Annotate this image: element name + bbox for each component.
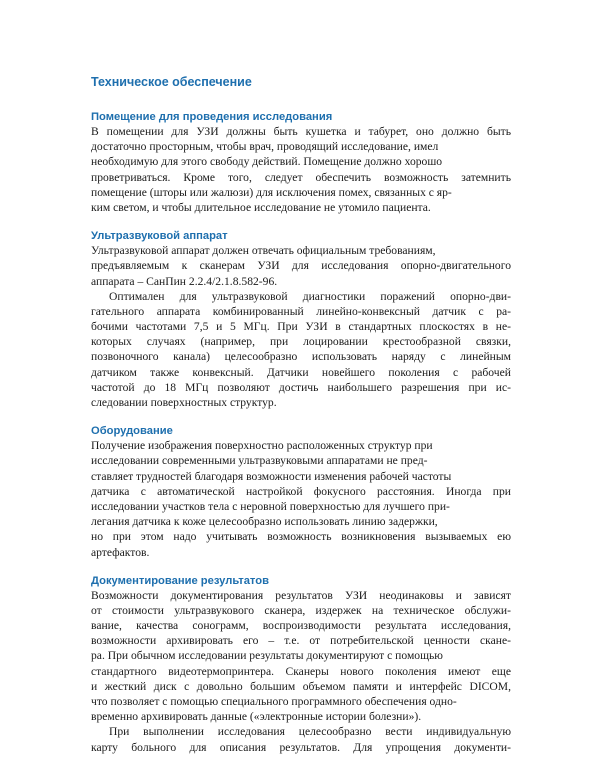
text-line: частотой до 18 МГц позволяют достичь наибольшего разрешения при ис- [91, 380, 511, 394]
section [91, 229, 511, 410]
text-line: следовании поверхностных структур. [91, 396, 277, 409]
section [91, 574, 511, 755]
text-line: гательного аппарата комбинированный линейно-конвексный датчик с ра- [91, 304, 511, 318]
text-line: достаточно просторным, чтобы врач, проводящий исследование, имел [91, 140, 439, 154]
text-line: Возможности документирования результатов УЗИ неодинаковы и зависят [91, 588, 511, 602]
text-line: возможности архивировать его – т.е. от потребительской ценности скане- [91, 634, 511, 648]
text-line: но при этом надо учитывать возможность возникновения вызываемых ею [91, 530, 511, 544]
section-heading: Ультразвуковой аппарат [91, 230, 228, 243]
text-line: позвоночного канала) целесообразно использовать наряду с линейным [91, 350, 511, 364]
page [91, 74, 511, 769]
text-line: ра. При обычном исследовании результаты документируют с помощью [91, 649, 443, 663]
text-line: исследовании современными ультразвуковыми аппаратами не пред- [91, 454, 428, 468]
text-line: вание, качества сонограмм, воспроизводимости результата исследования, [91, 619, 511, 633]
text-line: от стоимости ультразвукового сканера, издержек на техническое обслужи- [91, 603, 511, 617]
section-heading: Оборудование [91, 425, 173, 438]
section-heading: Документирование результатов [91, 574, 269, 587]
text-line: проветриваться. Кроме того, следует обеспечить возможность затемнить [91, 170, 511, 184]
text-line: что позволяет с помощью специального программного обеспечения одно- [91, 695, 457, 708]
text-line: артефактов. [91, 545, 150, 559]
text-line: аппарата – СанПин 2.2.4/2.1.8.582-96. [91, 274, 278, 288]
text-line: датчиком также конвексный. Датчики новейшего поколения с рабочей [91, 365, 511, 379]
text-line: При выполнении исследования целесообразно вести индивидуальную [109, 725, 511, 739]
text-line: стандартного видеотермопринтера. Сканеры нового поколения имеют еще [91, 664, 511, 678]
text-line: исследовании участков тела с неровной поверхностью для лучшего при- [91, 499, 450, 513]
section [91, 424, 511, 560]
text-line: карту больного для описания результатов. Для упрощения документи- [91, 740, 511, 754]
text-line: помещение (шторы или жалюзи) для исключения помех, связанных с яр- [91, 185, 452, 199]
text-line: которых случаях (например, при лоцировании крестообразной связки, [91, 335, 511, 349]
document-body [91, 110, 511, 755]
text-line: датчика с автоматической настройкой фокусного расстояния. Иногда при [91, 484, 511, 498]
text-line: легания датчика к коже целесообразно использовать линию задержки, [91, 515, 438, 529]
text-line: Получение изображения поверхностно расположенных структур при [91, 439, 433, 453]
text-line: временно архивировать данные («электронные истории болезни»). [91, 710, 422, 724]
text-line: предъявляемым к сканерам УЗИ для исследования опорно-двигательного [91, 259, 511, 273]
text-line: Оптимален для ультразвуковой диагностики поражений опорно-дви- [109, 289, 511, 303]
text-line: Ультразвуковой аппарат должен отвечать официальным требованиям, [91, 244, 436, 258]
text-line: В помещении для УЗИ должны быть кушетка и табурет, оно должно быть [91, 125, 511, 138]
page-title: Техническое обеспечение [91, 75, 252, 89]
text-line: и жесткий диск с довольно большим объемом памяти и интерфейс DICOM, [91, 679, 511, 693]
text-line: ставляет трудностей благодаря возможности изменения рабочей частоты [91, 469, 452, 483]
text-line: бочими частотами 7,5 и 5 МГц. При УЗИ в стандартных плоскостях в не- [91, 320, 511, 334]
section [91, 110, 511, 215]
text-line: необходимую для этого свободу действий. Помещение должно хорошо [91, 155, 443, 169]
text-line: ким светом, и чтобы длительное исследование не утомило пациента. [91, 200, 431, 214]
section-heading: Помещение для проведения исследования [91, 111, 333, 123]
